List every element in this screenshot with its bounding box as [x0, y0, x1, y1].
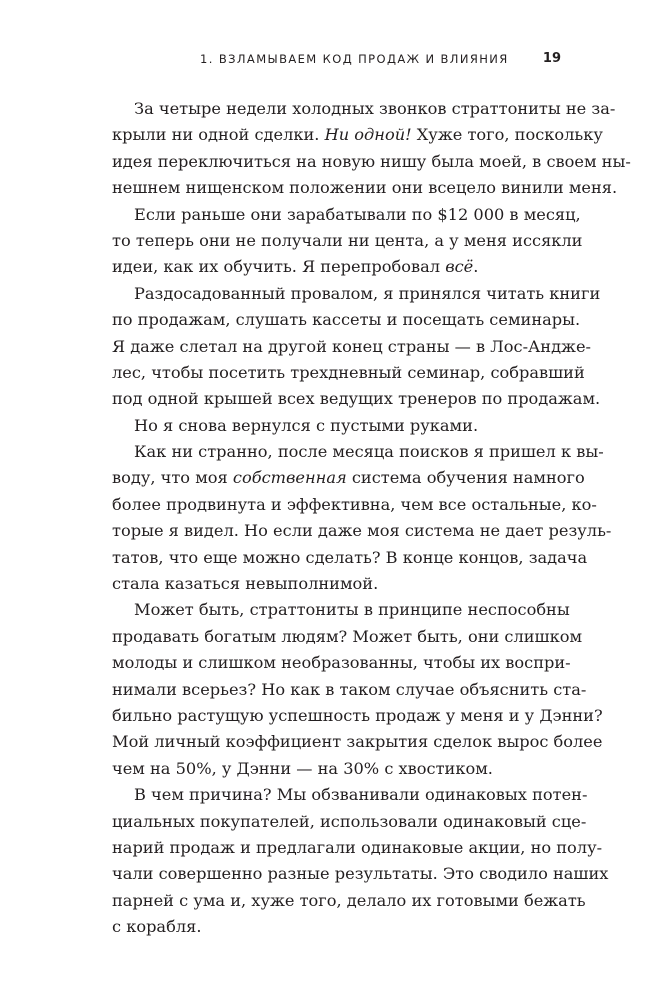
text-run: чем на 50%, у Дэнни — на 30% с хвостиком. [112, 758, 493, 778]
text-run: Но я снова вернулся с пустыми руками. [134, 415, 479, 435]
text-line [112, 518, 612, 544]
text-line [112, 492, 597, 518]
text-run: парней с ума и, хуже того, делало их готовыми бежать [112, 890, 586, 910]
text-line [112, 413, 560, 439]
text-line [112, 914, 560, 940]
paragraph [112, 597, 603, 782]
text-run: лес, чтобы посетить трехдневный семинар, собравший [112, 362, 585, 382]
text-line [112, 835, 603, 861]
text-run: татов, что еще можно сделать? В конце концов, задача [112, 547, 588, 567]
text-line [112, 465, 585, 491]
paragraph [112, 413, 560, 439]
text-run: под одной крышей всех ведущих тренеров по продажам. [112, 389, 601, 409]
text-line [112, 650, 571, 676]
body-text [112, 96, 631, 941]
text-run: продавать богатым людям? Может быть, они слишком [112, 626, 583, 646]
text-line [112, 149, 631, 175]
text-run: идеи, как их обучить. Я перепробовал [112, 257, 446, 277]
text-run: стала казаться невыполнимой. [112, 574, 379, 594]
text-run: нешнем нищенском положении они всецело винили меня. [112, 178, 618, 198]
text-line [112, 545, 588, 571]
running-header [0, 52, 672, 72]
text-line [112, 439, 604, 465]
text-line [112, 334, 591, 360]
text-run: торые я видел. Но если даже моя система не дает резуль- [112, 521, 612, 541]
text-run: нарий продаж и предлагали одинаковые акции, но полу- [112, 837, 603, 857]
text-line [112, 386, 601, 412]
text-run: чали совершенно разные результаты. Это сводило наших [112, 864, 609, 884]
text-line [112, 782, 588, 808]
text-run: молоды и слишком необразованны, чтобы их воспри- [112, 653, 571, 673]
text-run: система обучения намного [346, 468, 585, 488]
text-run: идея переключиться на новую нишу была моей, в своем ны- [112, 151, 631, 171]
text-line [112, 122, 603, 148]
text-line [112, 597, 570, 623]
text-run: Я даже слетал на другой конец страны — в Лос-Андже- [112, 336, 591, 356]
text-run: более продвинута и эффективна, чем все остальные, ко- [112, 494, 597, 514]
paragraph [112, 782, 609, 940]
text-run: бильно растущую успешность продаж у меня и у Дэнни? [112, 705, 603, 725]
text-line [112, 729, 603, 755]
text-line [112, 175, 618, 201]
text-run: по продажам, слушать кассеты и посещать семинары. [112, 310, 581, 330]
text-line [112, 202, 581, 228]
italic-text: собственная [232, 468, 347, 488]
text-run: Мой личный коэффициент закрытия сделок вырос более [112, 732, 603, 752]
text-run: Раздосадованный провалом, я принялся читать книги [134, 283, 601, 303]
paragraph [112, 439, 612, 597]
text-run: . [473, 257, 479, 277]
text-line [112, 677, 587, 703]
text-run: то теперь они не получали ни цента, а у меня иссякли [112, 230, 583, 250]
text-run: воду, что моя [112, 468, 233, 488]
text-line [112, 360, 585, 386]
text-line [112, 861, 609, 887]
text-line [112, 888, 586, 914]
text-line [112, 281, 601, 307]
text-run: За четыре недели холодных звонков страттониты не за- [134, 99, 616, 118]
text-run: Хуже того, поскольку [411, 125, 603, 145]
text-run: крыли ни одной сделки. [112, 125, 325, 145]
text-line [112, 571, 560, 597]
text-line [112, 624, 583, 650]
text-line [112, 96, 616, 122]
italic-text: всё [445, 257, 474, 277]
text-line [112, 254, 560, 280]
paragraph [112, 96, 631, 202]
text-run: Может быть, страттониты в принципе неспособны [134, 600, 570, 620]
text-line [112, 756, 560, 782]
text-run: нимали всерьез? Но как в таком случае объяснить ста- [112, 679, 587, 699]
page-number: 19 [542, 51, 561, 66]
paragraph [112, 281, 601, 413]
text-run: Если раньше они зарабатывали по $12 000 в месяц, [134, 204, 581, 224]
text-run: с корабля. [112, 917, 202, 937]
text-line [112, 703, 603, 729]
text-line [112, 228, 583, 254]
text-run: циальных покупателей, использовали одинаковый сце- [112, 811, 587, 831]
text-run: В чем причина? Мы обзванивали одинаковых потен- [134, 785, 588, 805]
chapter-title: 1. ВЗЛАМЫВАЕМ КОД ПРОДАЖ И ВЛИЯНИЯ [200, 52, 509, 66]
paragraph [112, 202, 583, 281]
italic-text: Ни одной! [324, 125, 412, 145]
text-line [112, 307, 581, 333]
text-run: Как ни странно, после месяца поисков я пришел к вы- [134, 442, 604, 462]
text-line [112, 809, 587, 835]
